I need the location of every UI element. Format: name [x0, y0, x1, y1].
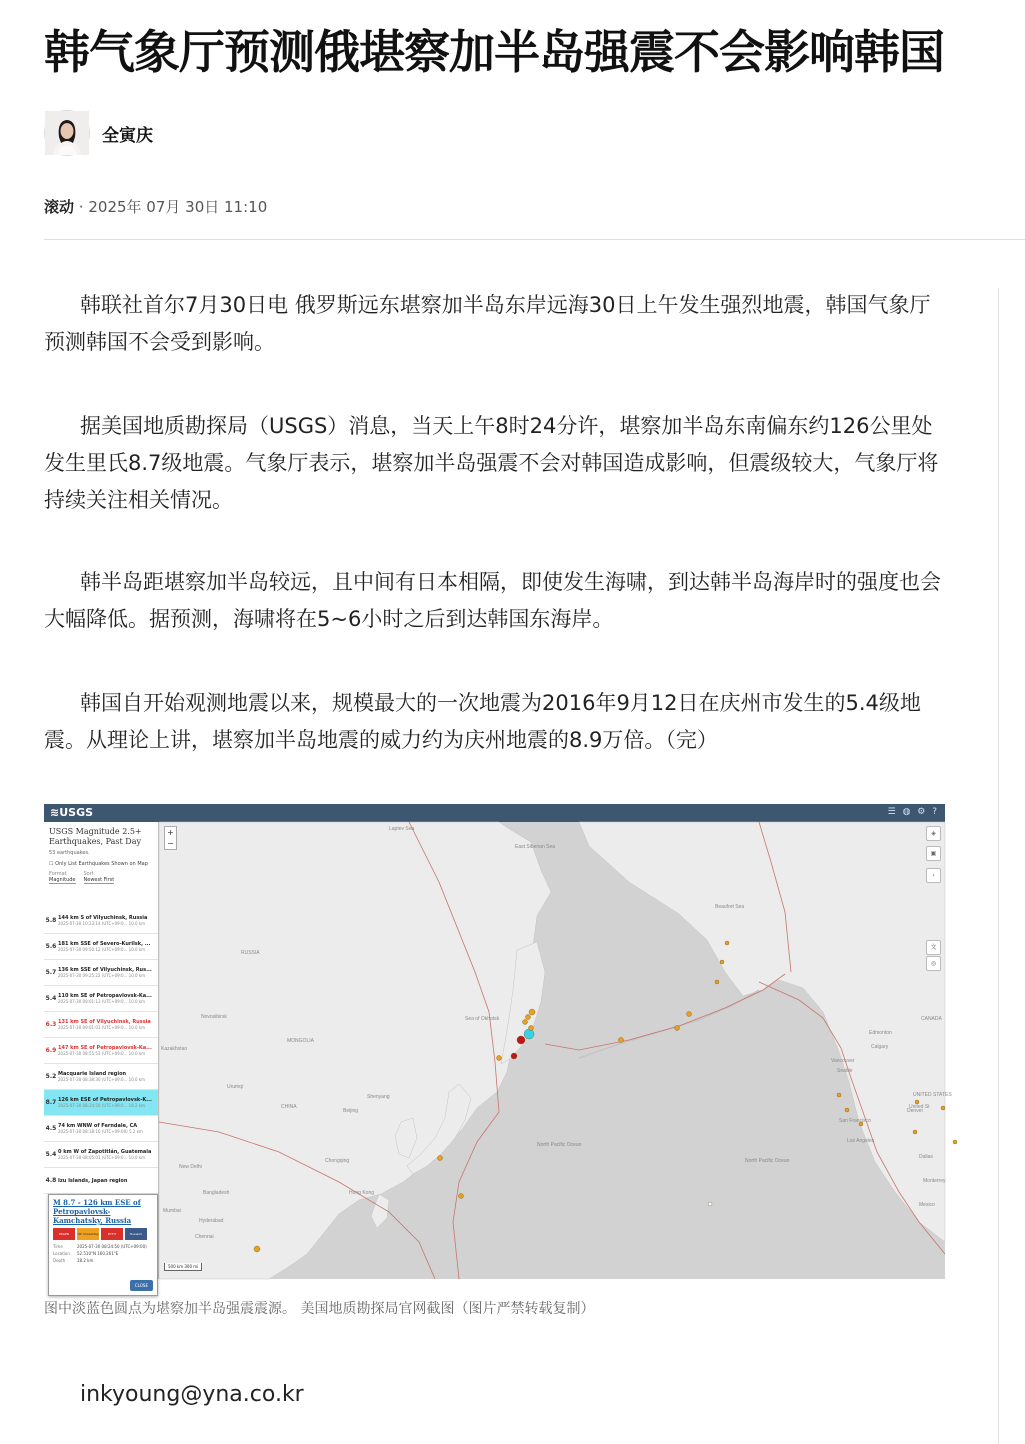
label-urumqi: Urumqi	[227, 1084, 244, 1090]
quake-place: 74 km WNW of Ferndale, CA	[58, 1123, 138, 1129]
popup-depth-row	[49, 1257, 157, 1264]
quake-text	[58, 1019, 151, 1030]
quake-marker	[524, 1029, 534, 1039]
label-russia: RUSSIA	[241, 950, 260, 956]
usgs-logo: ≋USGS	[50, 806, 94, 819]
quake-text	[58, 1123, 143, 1134]
usgs-format-label: Format	[49, 871, 67, 877]
label-chongqing: Chongqing	[325, 1158, 350, 1164]
header-divider	[44, 239, 1025, 240]
map-scale: 500 km 300 mi	[164, 1263, 202, 1271]
quake-place: 0 km W of Zapotitlán, Guatemala	[58, 1149, 152, 1155]
article-paragraph: 据美国地质勘探局（USGS）消息，当天上午8时24分许，堪察加半岛东南偏东约126公里处发生里氏8.7级地震。气象厅表示，堪察加半岛强震不会对韩国造成影响，但震级较大，气象厅将持续关注相关情况。	[44, 414, 939, 512]
popup-location-label: Location	[53, 1251, 70, 1256]
image-caption: 图中淡蓝色圆点为堪察加半岛强震震源。 美国地质勘探局官网截图（图片严禁转载复制）	[44, 1301, 595, 1317]
label-beaufort: Beaufort Sea	[715, 904, 745, 910]
quake-magnitude: 5.4	[45, 995, 57, 1002]
popup-depth-value: 18.2 km	[77, 1258, 94, 1263]
author-avatar[interactable]	[44, 110, 90, 156]
label-united-st: United St	[909, 1104, 930, 1110]
popup-location-value: 52.510°N 160.261°E	[77, 1251, 119, 1256]
quake-marker	[517, 1036, 525, 1044]
zoom-control: + −	[164, 826, 177, 850]
label-mexico: Mexico	[919, 1202, 935, 1208]
quake-magnitude: 4.5	[45, 1125, 57, 1132]
quake-marker	[845, 1108, 849, 1112]
quake-time: 2025-07-30 09:50:12 (UTC+09:0... 10.0 km	[58, 947, 146, 952]
category-label[interactable]: 滚动	[44, 198, 75, 216]
quake-marker	[497, 1056, 502, 1061]
quake-text	[58, 967, 152, 978]
usgs-sort-select: Newest First	[83, 877, 115, 883]
quake-marker	[511, 1053, 517, 1059]
quake-list-item	[44, 934, 158, 960]
translate-icon: 文	[926, 940, 941, 955]
quake-place: Izu Islands, Japan region	[58, 1177, 128, 1184]
quake-marker	[529, 1009, 535, 1015]
quake-magnitude: 5.6	[45, 943, 57, 950]
label-seattle: Seattle	[837, 1068, 853, 1074]
quake-time: 2025-07-30 08:05:01 (UTC+09:0... 10.0 km	[58, 1155, 146, 1160]
article-paragraph: 韩联社首尔7月30日电 俄罗斯远东堪察加半岛东岸远海30日上午发生强烈地震，韩国气象厅预测韩国不会受到影响。	[44, 293, 931, 354]
quake-text	[58, 1149, 151, 1160]
label-east-siberian: East Siberian Sea	[515, 844, 556, 850]
usgs-map	[159, 822, 952, 1279]
quake-marker	[254, 1246, 260, 1252]
label-losangeles: Los Angeles	[847, 1138, 875, 1144]
usgs-sidebar	[44, 822, 159, 1288]
quake-place: 126 km ESE of Petropavlovsk-K...	[58, 1097, 152, 1103]
quake-place: 131 km SE of Vilyuchinsk, Russia	[58, 1019, 151, 1025]
label-newdelhi: New Delhi	[179, 1164, 202, 1170]
quake-magnitude: 6.9	[45, 1047, 57, 1054]
label-hongkong: Hong Kong	[349, 1190, 375, 1196]
usgs-quake-list	[44, 908, 158, 1194]
quake-magnitude: 4.8	[45, 1177, 57, 1184]
meta-separator: ·	[78, 198, 84, 216]
pager-badge: PAGER	[53, 1228, 75, 1240]
label-monterrey: Monterrey	[923, 1178, 946, 1184]
quake-marker	[725, 941, 729, 945]
quake-text	[58, 1097, 152, 1108]
article-title: 韩气象厅预测俄堪察加半岛强震不会影响韩国	[44, 25, 944, 79]
quake-marker	[675, 1026, 680, 1031]
quake-list-item	[44, 1012, 158, 1038]
settings-icon: ▣	[926, 846, 941, 861]
quake-time: 2025-07-30 09:25:22 (UTC+09:0... 10.0 km	[58, 973, 146, 978]
usgs-count: 53 earthquakes.	[49, 850, 90, 856]
label-north-pacific-2: North Pacific Ocean	[745, 1158, 790, 1164]
quake-marker	[529, 1026, 534, 1031]
locate-icon: ◎	[926, 956, 941, 971]
quake-text	[58, 1045, 152, 1056]
popup-time-row	[49, 1243, 157, 1250]
label-north-pacific: North Pacific Ocean	[537, 1142, 582, 1148]
publish-date: 2025年 07月 30日 11:10	[88, 198, 268, 216]
usgs-filter-label: Only List Earthquakes Shown on Map	[55, 861, 148, 867]
quake-time: 2025-07-30 09:01:13 (UTC+09:0... 10.0 km	[58, 999, 146, 1004]
quake-place: 136 km SSE of Vilyuchinsk, Rus...	[58, 967, 152, 973]
quake-magnitude: 8.7	[45, 1099, 57, 1106]
quake-list-item	[44, 1168, 158, 1194]
quake-time: 2025-07-30 08:55:53 (UTC+09:0... 10.0 km	[58, 1051, 146, 1056]
layers-icon: ◈	[926, 826, 941, 841]
usgs-header	[44, 804, 945, 822]
label-denver: Denver	[907, 1108, 924, 1114]
usgs-toolbar-icons: ☰ ◍ ⚙ ?	[887, 807, 939, 817]
dyfi-badge: DYFI?	[101, 1228, 123, 1240]
quake-magnitude: 5.4	[45, 1151, 57, 1158]
popup-title: M 8.7 - 126 km ESE of Petropavlovsk-Kamchatsky, Russia	[53, 1198, 141, 1225]
label-laptev: Laptev Sea	[389, 826, 415, 832]
quake-list-item	[44, 986, 158, 1012]
label-edmonton: Edmonton	[869, 1030, 892, 1036]
quake-magnitude: 5.2	[45, 1073, 57, 1080]
quake-marker	[687, 1012, 692, 1017]
label-beijing: Beijing	[343, 1108, 359, 1114]
quake-list-item	[44, 1090, 158, 1116]
article-meta	[44, 196, 267, 217]
label-dallas: Dallas	[919, 1154, 933, 1160]
quake-list-item	[44, 1116, 158, 1142]
usgs-filter-checkbox: ☐ Only List Earthquakes Shown on Map	[49, 861, 148, 867]
quake-marker	[523, 1020, 528, 1025]
usgs-selectors	[44, 869, 158, 885]
quake-marker	[715, 980, 719, 984]
quake-marker	[459, 1194, 464, 1199]
popup-depth-label: Depth	[53, 1258, 66, 1263]
label-calgary: Calgary	[871, 1044, 889, 1050]
popup-time-value: 2025-07-30 08:24:50 (UTC+09:00)	[77, 1244, 147, 1249]
quake-marker	[619, 1038, 624, 1043]
quake-marker	[708, 1202, 712, 1206]
shakemap-badge: VIII ShakeMap	[77, 1228, 99, 1240]
quake-text	[58, 941, 150, 952]
quake-marker	[941, 1106, 945, 1110]
quake-time: 2025-07-30 09:01:03 (UTC+09:0... 10.0 km	[58, 1025, 146, 1030]
article-paragraph: 韩国自开始观测地震以来，规模最大的一次地震为2016年9月12日在庆州市发生的5.4级地震。从理论上讲，堪察加半岛地震的威力约为庆州地震的8.9万倍。（完）	[44, 691, 921, 752]
label-hyderabad: Hyderabad	[199, 1218, 224, 1224]
quake-time: 2025-07-30 08:18:16 (UTC+09:00) 5.2 km	[58, 1129, 143, 1134]
label-chennai: Chennai	[195, 1234, 214, 1240]
label-china: CHINA	[281, 1104, 297, 1110]
label-united-states: UNITED STATES	[913, 1092, 952, 1098]
quake-place: 144 km S of Vilyuchinsk, Russia	[58, 915, 148, 921]
label-shenyang: Shenyang	[367, 1094, 390, 1100]
quake-marker	[720, 960, 724, 964]
quake-text	[58, 915, 147, 926]
tsunami-badge: Tsunami	[125, 1228, 147, 1240]
popup-badges	[49, 1225, 157, 1243]
usgs-sort-label: Sort	[83, 871, 94, 877]
label-bangladesh: Bangladesh	[203, 1190, 230, 1196]
usgs-popup	[48, 1194, 158, 1296]
label-mumbai: Mumbai	[163, 1208, 181, 1214]
quake-place: Macquarie Island region	[58, 1071, 127, 1077]
quake-time: 2025-07-30 08:24:50 (UTC+09:0... 18.2 km	[58, 1103, 146, 1108]
quake-magnitude: 6.3	[45, 1021, 57, 1028]
usgs-list-title: USGS Magnitude 2.5+ Earthquakes, Past Day	[49, 827, 142, 846]
quake-place: 147 km SE of Petropavlovsk-Ka...	[58, 1045, 152, 1051]
usgs-format-select: Magnitude	[49, 877, 76, 883]
quake-time: 2025-07-30 10:23:14 (UTC+09:0... 10.0 km	[58, 921, 146, 926]
popup-location-row	[49, 1250, 157, 1257]
quake-list-item	[44, 1142, 158, 1168]
author-name[interactable]: 全寅庆	[102, 125, 153, 146]
quake-place: 110 km SE of Petropavlovsk-Ka...	[58, 993, 152, 999]
popup-close-button: CLOSE	[130, 1280, 153, 1291]
quake-marker	[438, 1156, 443, 1161]
article-paragraph: 韩半岛距堪察加半岛较远，且中间有日本相隔，即使发生海啸，到达韩半岛海岸时的强度也会大幅降低。据预测，海啸将在5~6小时之后到达韩国东海岸。	[44, 570, 941, 631]
author-block[interactable]	[44, 110, 153, 156]
label-vancouver: Vancouver	[831, 1058, 855, 1064]
quake-marker	[526, 1015, 531, 1020]
quake-marker	[837, 1093, 841, 1097]
quake-marker	[953, 1140, 957, 1144]
quake-marker	[913, 1130, 917, 1134]
quake-list-item	[44, 908, 158, 934]
popup-time-label: Time	[53, 1244, 63, 1249]
label-mongolia: MONGOLIA	[287, 1038, 314, 1044]
label-kazakhstan: Kazakhstan	[161, 1046, 188, 1052]
quake-place: 181 km SSE of Severo-Kurilsk, ...	[58, 941, 151, 947]
label-novosibirsk: Novosibirsk	[201, 1014, 227, 1020]
usgs-map-screenshot[interactable]	[44, 804, 952, 1288]
quake-magnitude: 5.8	[45, 917, 57, 924]
quake-text	[58, 993, 152, 1004]
label-okhotsk: Sea of Okhotsk	[465, 1016, 500, 1022]
quake-time: 2025-07-30 08:38:30 (UTC+09:0... 10.0 km	[58, 1077, 146, 1082]
collapse-icon: ‹	[926, 868, 941, 883]
label-sanfrancisco: San Francisco	[839, 1118, 871, 1124]
quake-text	[58, 1071, 145, 1082]
quake-text	[58, 1178, 127, 1184]
label-canada: CANADA	[921, 1016, 942, 1022]
map-canvas	[159, 822, 952, 1279]
quake-magnitude: 5.7	[45, 969, 57, 976]
quake-list-item	[44, 1038, 158, 1064]
right-rule	[998, 288, 999, 1444]
quake-list-item	[44, 960, 158, 986]
quake-list-item	[44, 1064, 158, 1090]
author-photo	[45, 111, 89, 155]
author-email[interactable]: inkyoung@yna.co.kr	[80, 1382, 304, 1407]
